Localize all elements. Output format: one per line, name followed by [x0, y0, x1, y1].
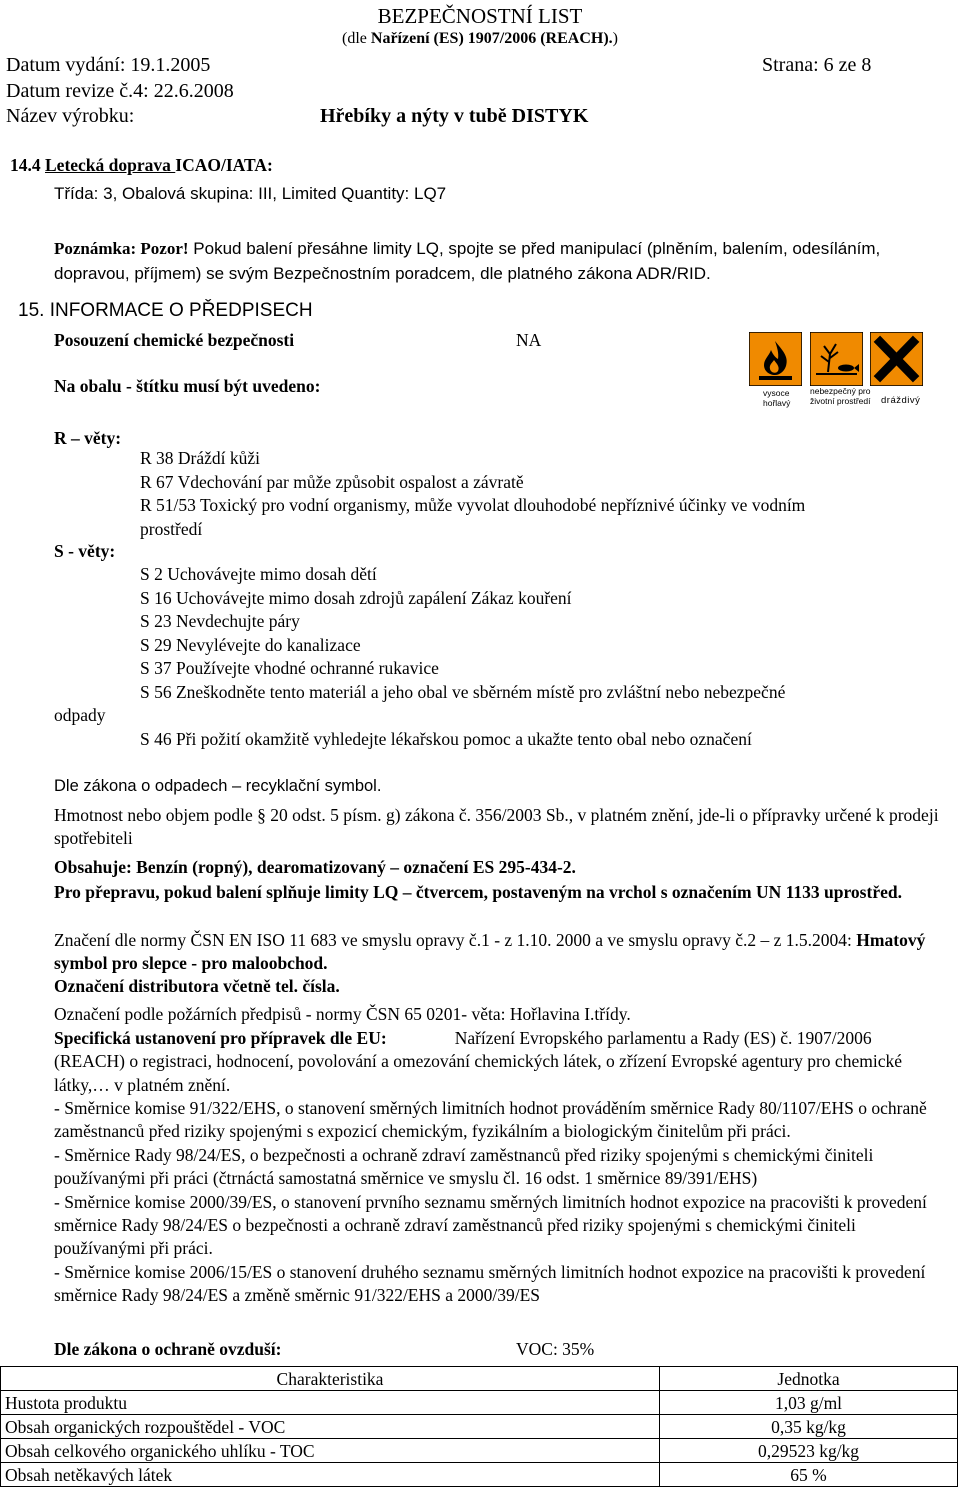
s-phrase: S 56 Zneškodněte tento materiál a jeho obal ve sběrném místě pro zvláštní nebo nebezpečné: [140, 681, 786, 702]
r-phrase: R 51/53 Toxický pro vodní organismy, může vyvolat dlouhodobé nepříznivé účinky ve vodním: [140, 495, 806, 515]
page-number: Strana: 6 ze 8: [762, 54, 872, 76]
revision-date: Datum revize č.4: 22.6.2008: [6, 80, 234, 102]
s-phrase: S 16 Uchovávejte mimo dosah zdrojů zapálení Zákaz kouření: [140, 587, 572, 608]
tactile-norm-line: [54, 929, 944, 976]
table-cell: Obsah organických rozpouštědel - VOC: [1, 1415, 660, 1439]
s-phrase: S 37 Používejte vhodné ochranné rukavice: [140, 658, 439, 678]
table-cell: Obsah celkového organického uhlíku - TOC: [1, 1439, 660, 1463]
table-cell: 65 %: [660, 1463, 958, 1487]
directive-item: - Směrnice komise 2006/15/ES o stanovení druhého seznamu směrných limitních hodnot expozice na pracovišti k provedení směrnice Rady 98/24/ES a změně směrnic 91/322/EHS a 2000/39/ES: [54, 1261, 926, 1306]
eu-regulations: [54, 1027, 944, 1097]
heading-rest: ICAO/IATA:: [175, 155, 273, 175]
section-15-heading: 15. INFORMACE O PŘEDPISECH: [18, 300, 313, 321]
weight-line: Hmotnost nebo objem podle § 20 odst. 5 písm. g) zákona č. 356/2003 Sb., v platném znění, jde-li o přípravky určené k prodeji spotřebiteli: [54, 805, 939, 849]
table-row: [1, 1391, 958, 1415]
label-requirements-heading: Na obalu - štítku musí být uvedeno:: [54, 376, 321, 396]
subtitle-prefix: (dle: [342, 30, 371, 47]
contains-line: Obsahuje: Benzín (ropný), dearomatizovaný – označení ES 295-434-2.: [54, 857, 576, 877]
norm-bold: Hmatový symbol pro slepce - pro maloobchod.: [54, 930, 926, 974]
table-cell: Hustota produktu: [1, 1391, 660, 1415]
flame-icon: [749, 332, 802, 386]
heading-number: 14.4: [10, 155, 45, 175]
distributor-line: Označení distributora včetně tel. čísla.: [54, 976, 340, 996]
s-phrases-label: S - věty:: [54, 541, 116, 561]
norm-text: Značení dle normy ČSN EN ISO 11 683 ve smyslu opravy č.1 - z 1.10. 2000 a ve smyslu opravy č.2 – z 1.5.2004:: [54, 930, 857, 950]
r-phrases-label: R – věty:: [54, 428, 122, 448]
r-phrase: R 38 Dráždí kůži: [140, 448, 261, 468]
eu-text: Nařízení Evropského parlamentu a Rady (ES) č. 1907/2006 (REACH) o registraci, hodnocení, povolování a omezování chemických látek, o zřízení Evropské agentury pro chemické látky,… v platném znění.: [54, 1028, 902, 1095]
subtitle-suffix: ): [612, 30, 618, 47]
table-header-row: [1, 1367, 958, 1391]
air-protection-label: Dle zákona o ochraně ovzduší:: [54, 1339, 282, 1359]
r-phrases-list: [140, 447, 805, 541]
characteristics-table: [0, 1366, 958, 1487]
directive-item: - Směrnice Rady 98/24/ES, o bezpečnosti a ochraně zdraví zaměstnanců před riziky spojenými s chemickými činiteli používanými při práci (čtrnáctá samostatná směrnice ve smyslu čl. 16 odst. 1 směrnice 89/391/EHS): [54, 1144, 874, 1189]
recycling-line: Dle zákona o odpadech – recyklační symbol.: [54, 777, 382, 795]
air-transport-link[interactable]: Letecká doprava: [45, 155, 176, 175]
environment-caption: nebezpečný pro životní prostředí: [810, 386, 871, 406]
fire-regulation-line: Označení podle požárních předpisů - normy ČSN 65 0201- věta: Hořlavina I.třídy.: [54, 1004, 631, 1024]
transport-class-line: Třída: 3, Obalová skupina: III, Limited Quantity: LQ7: [54, 184, 447, 203]
note-text: Pokud balení přesáhne limity LQ, spojte se před manipulací (plněním, balením, odesíláním, dopravou, příjmem) se svým Bezpečnostním poradcem, dle platného zákona ADR/RID.: [54, 239, 881, 283]
document-subtitle: [0, 30, 960, 48]
s-phrase: S 46 Při požití okamžitě vyhledejte lékařskou pomoc a ukažte tento obal nebo označení: [140, 728, 752, 749]
subtitle-regulation: Nařízení (ES) 1907/2006 (REACH).: [370, 30, 613, 47]
r-phrase: prostředí: [140, 518, 203, 539]
table-cell: Obsah netěkavých látek: [1, 1463, 660, 1487]
transport-label-line: Pro přepravu, pokud balení splňuje limity LQ – čtvercem, postaveným na vrchol s označením UN 1133 uprostřed.: [54, 882, 902, 902]
s-phrase: S 23 Nevdechujte páry: [140, 611, 300, 631]
s-phrases-list: [140, 563, 785, 751]
irritant-pictogram: [870, 332, 923, 386]
voc-value: VOC: 35%: [516, 1339, 595, 1359]
flammable-caption: vysoce hořlavý: [763, 388, 791, 408]
flammable-pictogram: [749, 332, 802, 386]
r-phrase: R 67 Vdechování par může způsobit ospalost a závratě: [140, 471, 524, 492]
table-cell: 0,29523 kg/kg: [660, 1439, 958, 1463]
waste-label: odpady: [54, 705, 106, 725]
table-row: [1, 1439, 958, 1463]
note-label: Poznámka: Pozor!: [54, 239, 189, 258]
table-cell: 1,03 g/ml: [660, 1391, 958, 1415]
transport-note: [54, 236, 944, 286]
safety-assessment-label: Posouzení chemické bezpečnosti: [54, 330, 295, 350]
s-phrase: S 29 Nevylévejte do kanalizace: [140, 634, 361, 655]
environment-pictogram: [810, 332, 863, 386]
dead-tree-fish-icon: [810, 332, 863, 386]
directive-list: [54, 1097, 944, 1308]
safety-assessment-value: NA: [516, 330, 542, 350]
eu-label: Specifická ustanovení pro přípravek dle EU:: [54, 1028, 387, 1048]
table-header-cell: Jednotka: [660, 1367, 958, 1391]
table-cell: 0,35 kg/kg: [660, 1415, 958, 1439]
irritant-caption: dráždivý: [881, 395, 921, 406]
table-header-cell: Charakteristika: [1, 1367, 660, 1391]
section-14-4-heading: [10, 155, 273, 176]
product-label: Název výrobku:: [6, 105, 135, 127]
table-row: [1, 1415, 958, 1439]
s-phrase: S 2 Uchovávejte mimo dosah dětí: [140, 564, 377, 584]
directive-item: - Směrnice komise 91/322/EHS, o stanovení směrných limitních hodnot prováděním směrnice Rady 80/1107/EHS o ochraně zaměstnanců před riziky spojenými s expozicí chemickým, fyzikálním a biologickým činitelům při práci.: [54, 1098, 927, 1142]
product-name: Hřebíky a nýty v tubě DISTYK: [320, 105, 589, 127]
document-title: BEZPEČNOSTNÍ LIST: [377, 4, 583, 28]
cross-icon: [870, 332, 923, 386]
directive-item: - Směrnice komise 2000/39/ES, o stanovení prvního seznamu směrných limitních hodnot expozice na pracovišti k provedení směrnice Rady 98/24/ES o bezpečnosti a ochraně zdraví zaměstnanců před riziky spojenými s chemickými činiteli používanými při práci.: [54, 1191, 927, 1259]
issue-date: Datum vydání: 19.1.2005: [6, 54, 211, 76]
table-row: [1, 1463, 958, 1487]
